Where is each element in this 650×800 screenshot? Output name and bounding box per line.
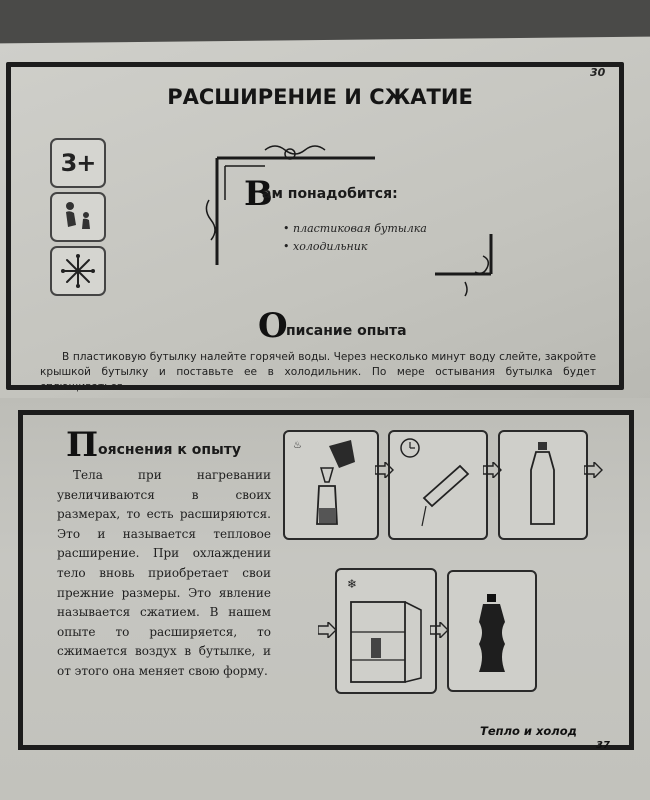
bottom-page-number: 37 — [596, 740, 610, 751]
panel-crushed-bottle — [447, 570, 537, 692]
needs-list — [283, 222, 427, 258]
hot-icon: ♨ — [293, 440, 302, 451]
needs-drop-cap: В — [244, 174, 273, 214]
panel-close-bottle — [498, 430, 588, 540]
parent-child-icon — [58, 199, 98, 235]
description-drop-cap: О — [258, 306, 288, 346]
fridge-illustration — [337, 570, 435, 692]
ornament-bottom-right — [425, 232, 505, 302]
explanation-drop-cap: П — [66, 425, 99, 465]
age-3-plus-icon: 3+ — [60, 149, 96, 177]
pour-hot-water-illustration — [285, 432, 377, 538]
needs-heading: ам понадобится: — [262, 186, 398, 202]
arrow-right-icon — [483, 462, 503, 478]
svg-text:❄: ❄ — [347, 577, 358, 591]
page-title: РАСШИРЕНИЕ И СЖАТИЕ — [167, 85, 473, 109]
section-title: Тепло и холод — [480, 724, 577, 738]
description-heading: писание опыта — [286, 323, 407, 339]
arrow-right-icon — [318, 622, 338, 638]
top-page-number: 30 — [590, 66, 606, 79]
description-text: В пластиковую бутылку налейте горячей воды. Через несколько минут воду слейте, закройте крышкой бутылку и поставьте ее в холодильник. По мере остывания бутылка будет сплющиваться. — [40, 351, 596, 393]
list-item: • холодильник — [283, 240, 427, 253]
arrow-right-icon — [584, 462, 604, 478]
panel-pour-hot-water — [283, 430, 379, 540]
parent-child-badge — [50, 192, 106, 242]
age-badge — [50, 138, 106, 188]
crushed-bottle-illustration — [449, 572, 535, 690]
pour-out-illustration — [390, 432, 486, 538]
closed-bottle-illustration — [500, 432, 586, 538]
snowflake-icon — [60, 253, 96, 289]
explanation-heading: ояснения к опыту — [98, 442, 241, 458]
cold-badge — [50, 246, 106, 296]
arrow-right-icon — [430, 622, 450, 638]
list-item: • пластиковая бутылка — [283, 222, 427, 235]
panel-pour-out — [388, 430, 488, 540]
panel-fridge — [335, 568, 437, 694]
explanation-text: Тела при нагревании увеличиваются в своих размерах, то есть расширяются. Это и называется тепловое расширение. При охлаждении тело вновь приобретает свои прежние размеры. Это явление называется сжатием. В нашем опыте то расширяется, то сжимается воздух в бутылке, и от этого она меняет свою форму. — [57, 468, 271, 678]
arrow-right-icon — [375, 462, 395, 478]
